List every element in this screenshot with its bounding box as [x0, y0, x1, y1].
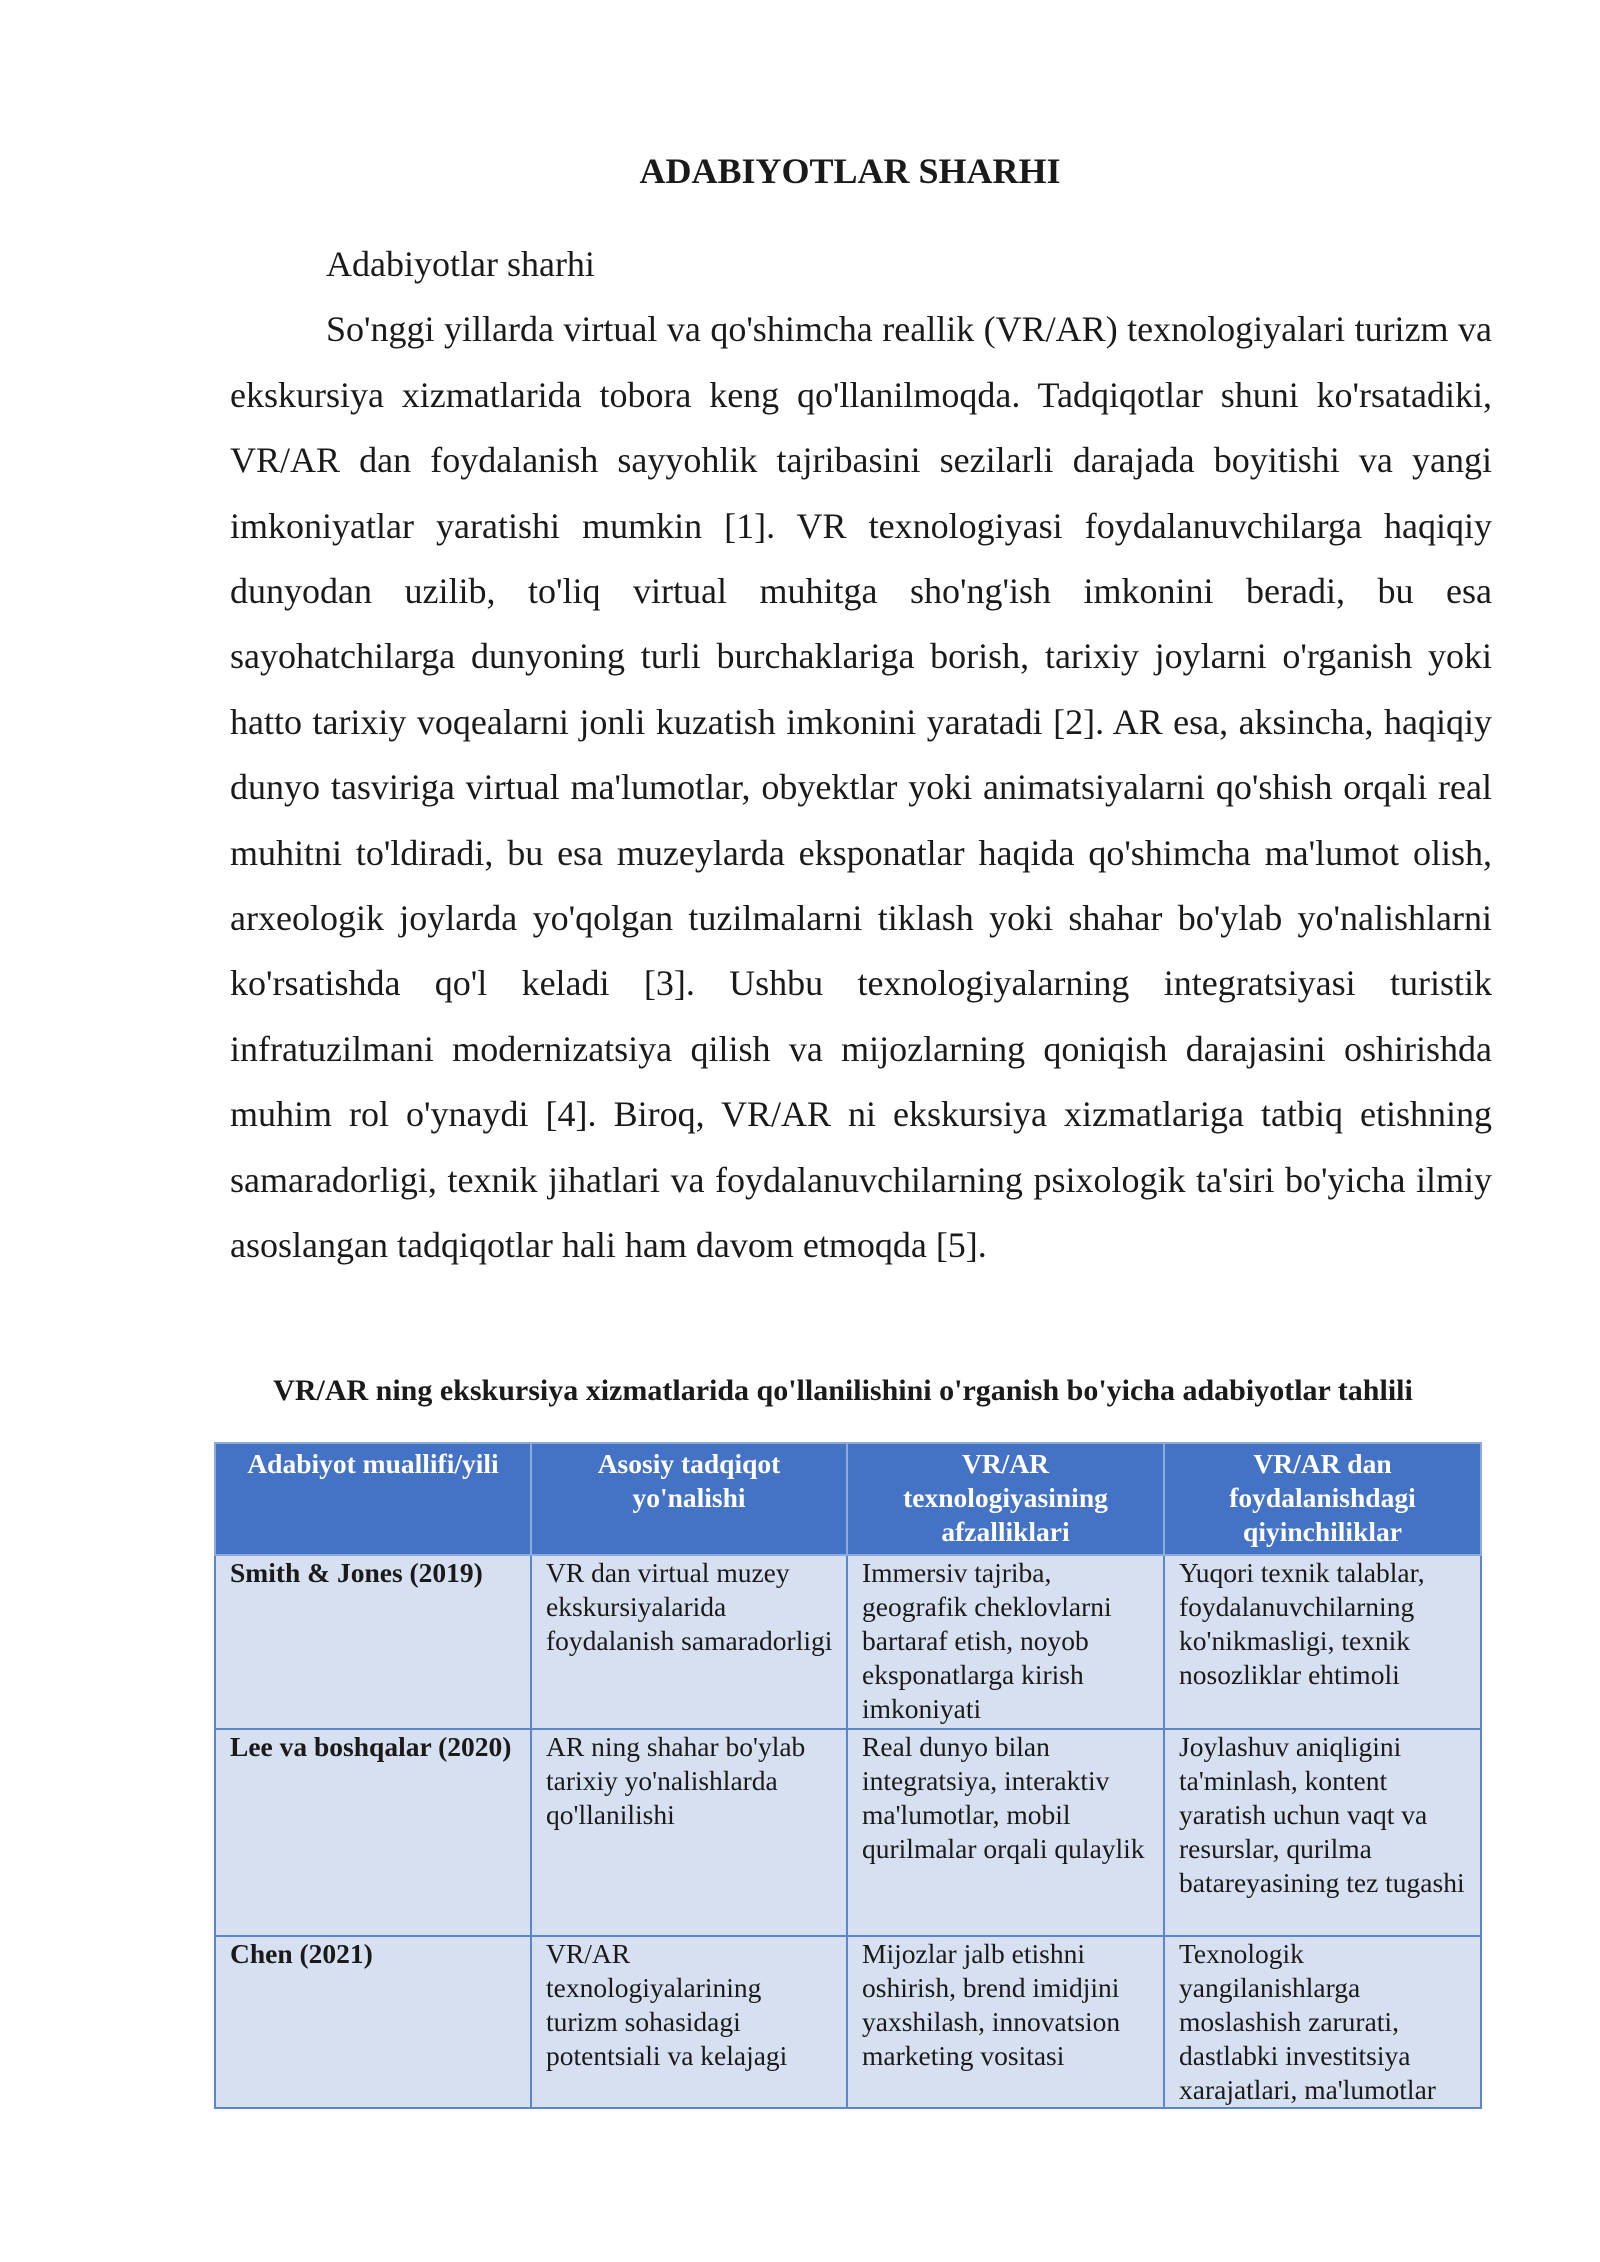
body-paragraph: So'nggi yillarda virtual va qo'shimcha reallik (VR/AR) texnologiyalari turizm va ekskursiya xizmatlarida tobora keng qo'llanilmoqda. Tadqiqotlar shuni ko'rsatadiki, VR/AR dan foydalanish sayyohlik tajribasini sezilarli darajada boyitishi va yangi imkoniyatlar yaratishi mumkin [1]. VR texnologiyasi foydalanuvchilarga haqiqiy dunyodan uzilib, to'liq virtual muhitga sho'ng'ish imkonini beradi, bu esa sayohatchilarga dunyoning turli burchaklariga borish, tarixiy joylarni o'rganish yoki hatto tarixiy voqealarni jonli kuzatish imkonini yaratadi [2]. AR esa, aksincha, haqiqiy dunyo tasviriga virtual ma'lumotlar, obyektlar yoki animatsiyalarni qo'shish orqali real muhitni to'ldiradi, bu esa muzeylarda eksponatlar haqida qo'shimcha ma'lumot olish, arxeologik joylarda yo'qolgan tuzilmalarni tiklash yoki shahar bo'ylab yo'nalishlarni ko'rsatishda qo'l keladi [3]. Ushbu texnologiyalarning integratsiyasi turistik infratuzilmani modernizatsiya qilish va mijozlarning qoniqish darajasini oshirishda muhim rol o'ynaydi [4]. Biroq, VR/AR ni ekskursiya xizmatlariga tatbiq etishning samaradorligi, texnik jihatlari va foydalanuvchilarning psixologik ta'siri bo'yicha ilmiy asoslangan tadqiqotlar hali ham davom etmoqda [5].: [230, 309, 1492, 1266]
cell-direction: VR dan virtual muzey ekskursiyalarida foydalanish samaradorligi: [531, 1555, 847, 1729]
table-header-row: [215, 1443, 1481, 1555]
header-advantages: VR/AR texnologiyasining afzalliklari: [847, 1443, 1164, 1555]
table-caption: VR/AR ning ekskursiya xizmatlarida qo'llanilishini o'rganish bo'yicha adabiyotlar tahlili: [273, 1374, 1413, 1407]
cell-advantages: Immersiv tajriba, geografik cheklovlarni bartaraf etish, noyob eksponatlarga kirish imkoniyati: [847, 1555, 1164, 1729]
cell-direction: AR ning shahar bo'ylab tarixiy yo'nalishlarda qo'llanilishi: [531, 1729, 847, 1936]
page-title-text: ADABIYOTLAR SHARHI: [639, 151, 1061, 191]
cell-challenges: Joylashuv aniqligini ta'minlash, kontent yaratish uchun vaqt va resurslar, qurilma batareyasining tez tugashi: [1164, 1729, 1481, 1936]
section-subheading: Adabiyotlar sharhi: [326, 244, 595, 284]
table-row: [215, 1936, 1481, 2108]
cell-direction: VR/AR texnologiyalarining turizm sohasidagi potentsiali va kelajagi: [531, 1936, 847, 2108]
page-title: [70, 150, 1600, 192]
literature-table: [214, 1442, 1482, 2109]
cell-challenges: Yuqori texnik talablar, foydalanuvchilarning ko'nikmasligi, texnik nosozliklar ehtimoli: [1164, 1555, 1481, 1729]
header-challenges: VR/AR dan foydalanishdagi qiyinchiliklar: [1164, 1443, 1481, 1555]
header-author: Adabiyot muallifi/yili: [215, 1443, 531, 1555]
table-row: [215, 1729, 1481, 1936]
cell-advantages: Real dunyo bilan integratsiya, interaktiv ma'lumotlar, mobil qurilmalar orqali qulaylik: [847, 1729, 1164, 1936]
cell-author: Lee va boshqalar (2020): [215, 1729, 531, 1936]
cell-advantages: Mijozlar jalb etishni oshirish, brend imidjini yaxshilash, innovatsion marketing vositasi: [847, 1936, 1164, 2108]
header-direction: Asosiy tadqiqot yo'nalishi: [531, 1443, 847, 1555]
cell-challenges: Texnologik yangilanishlarga moslashish zarurati, dastlabki investitsiya xarajatlari, ma'lumotlar: [1164, 1936, 1481, 2108]
cell-author: Chen (2021): [215, 1936, 531, 2108]
body-text: [230, 232, 1492, 1279]
cell-author: Smith & Jones (2019): [215, 1555, 531, 1729]
table-row: [215, 1555, 1481, 1729]
